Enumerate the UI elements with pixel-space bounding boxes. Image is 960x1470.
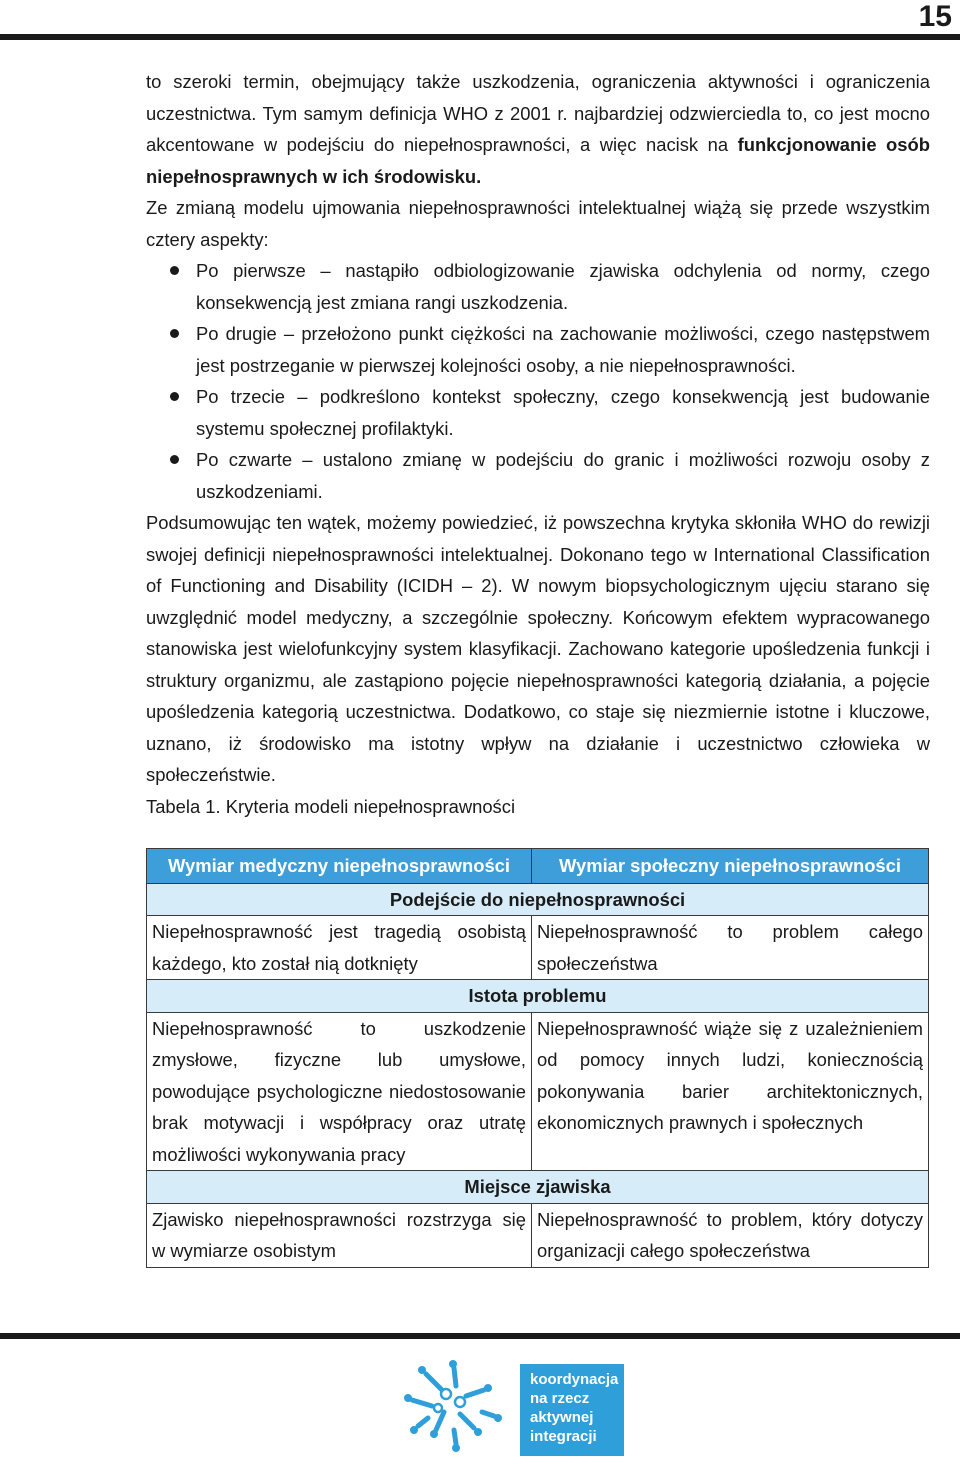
paragraph-1-emphasis: funkcjonowanie osób niepełnosprawnych w ich środowisku. <box>146 134 930 187</box>
table-row <box>147 916 929 980</box>
aspects-list <box>146 255 930 507</box>
social-cell: Niepełnosprawność wiąże się z uzależnieniem od pomocy innych ludzi, koniecznością pokonywania barier architektonicznych, ekonomicznych prawnych i społecznych <box>532 1012 929 1171</box>
social-cell: Niepełnosprawność to problem całego społeczeństwa <box>532 916 929 980</box>
section-title: Istota problemu <box>147 980 929 1013</box>
paragraph-2: Ze zmianą modelu ujmowania niepełnosprawności intelektualnej wiążą się przede wszystkim cztery aspekty: <box>146 197 930 250</box>
header-social: Wymiar społeczny niepełnosprawności <box>532 849 929 884</box>
paragraph-1 <box>146 66 930 192</box>
section-row <box>147 980 929 1013</box>
logo-badge <box>520 1364 624 1456</box>
paragraph-3: Podsumowując ten wątek, możemy powiedzieć, iż powszechna krytyka skłoniła WHO do rewizji swojej definicji niepełnosprawności intelektualnej. Dokonano tego w International Classification of Functioning and Disability (ICIDH – 2). W nowym biopsychologicznym ujęciu starano się uwzględnić model medyczny, a szczególnie społeczny. Końcowym efektem wypracowanego stanowiska jest wielofunkcyjny system klasyfikacji. Zachowano kategorie upośledzenia funkcji i struktury organizmu, ale zastąpiono pojęcie niepełnosprawności kategorią działania, a pojęcie upośledzenia kategorią uczestnictwa. Dodatkowo, co staje się niezmiernie istotne i kluczowe, uznano, iż środowisko ma istotny wpływ na działanie i uczestnictwo człowieka w społeczeństwie. <box>146 512 930 785</box>
header-medical: Wymiar medyczny niepełnosprawności <box>147 849 532 884</box>
section-title: Podejście do niepełnosprawności <box>147 883 929 916</box>
logo-line: na rzecz <box>530 1390 590 1407</box>
section-row <box>147 883 929 916</box>
criteria-table <box>146 848 929 1268</box>
logo-line: integracji <box>530 1428 597 1445</box>
section-row <box>147 1171 929 1204</box>
list-item: Po pierwsze – nastąpiło odbiologizowanie zjawiska odchylenia od normy, czego konsekwencją jest zmiana rangi uszkodzenia. <box>146 255 930 318</box>
table-header-row <box>147 849 929 884</box>
paragraph-1-text: to szeroki termin, obejmujący także uszkodzenia, ograniczenia aktywności i ograniczenia uczestnictwa. Tym samym definicja WHO z 2001 r. najbardziej odzwierciedla to, co jest mocno akcentowane w podejściu do niepełnosprawności, a więc nacisk na <box>146 71 930 155</box>
section-title: Miejsce zjawiska <box>147 1171 929 1204</box>
list-item: Po czwarte – ustalono zmianę w podejściu do granic i możliwości rozwoju osoby z uszkodzeniami. <box>146 444 930 507</box>
social-cell: Niepełnosprawność to problem, który dotyczy organizacji całego społeczeństwa <box>532 1203 929 1267</box>
table-row <box>147 1012 929 1171</box>
list-item: Po drugie – przełożono punkt ciężkości na zachowanie możliwości, czego następstwem jest postrzeganie w pierwszej kolejności osoby, a nie niepełnosprawności. <box>146 318 930 381</box>
logo-line: aktywnej <box>530 1409 594 1426</box>
network-logo-icon <box>398 1356 508 1456</box>
medical-cell: Zjawisko niepełnosprawności rozstrzyga się w wymiarze osobistym <box>147 1203 532 1267</box>
medical-cell: Niepełnosprawność jest tragedią osobistą każdego, kto został nią dotknięty <box>147 916 532 980</box>
footer-rule <box>0 1333 960 1339</box>
medical-cell: Niepełnosprawność to uszkodzenie zmysłowe, fizyczne lub umysłowe, powodujące psychologiczne niedostosowanie brak motywacji i współpracy oraz utratę możliwości wykonywania pracy <box>147 1012 532 1171</box>
page-number: 15 <box>918 0 952 33</box>
page-body <box>146 66 930 822</box>
logo-line: koordynacja <box>530 1371 619 1388</box>
table-row <box>147 1203 929 1267</box>
header-rule <box>0 34 960 40</box>
table-caption: Tabela 1. Kryteria modeli niepełnosprawności <box>146 795 516 817</box>
list-item: Po trzecie – podkreślono kontekst społeczny, czego konsekwencją jest budowanie systemu społecznej profilaktyki. <box>146 381 930 444</box>
